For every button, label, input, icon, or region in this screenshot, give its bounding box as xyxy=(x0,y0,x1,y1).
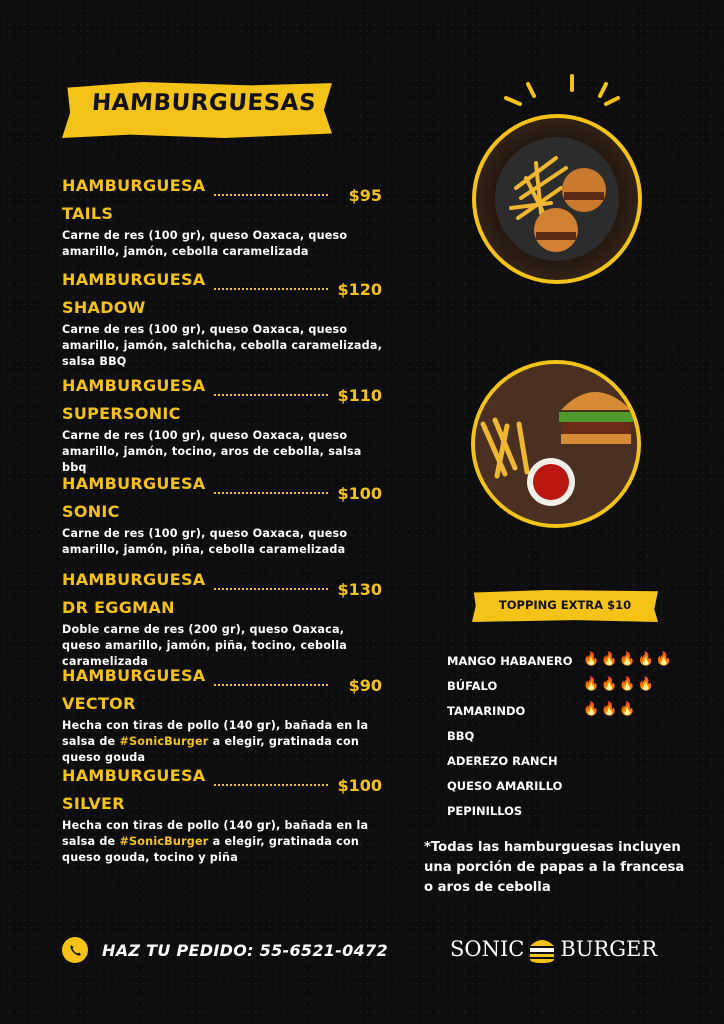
topping-name: MANGO HABANERO xyxy=(447,654,573,668)
topping-item xyxy=(447,650,687,675)
menu-list xyxy=(62,172,392,862)
leader-dots xyxy=(214,588,328,590)
topping-item xyxy=(447,700,687,725)
menu-item xyxy=(62,662,392,762)
desc-text: a elegir, gratinada con queso gouda, tocino y piña xyxy=(62,835,360,864)
hashtag: #SonicBurger xyxy=(119,835,209,848)
menu-item xyxy=(62,470,392,566)
item-name: HAMBURGUESA SUPERSONIC xyxy=(62,376,206,423)
item-description: Doble carne de res (200 gr), queso Oaxaca, queso amarillo, jamón, piña, tocino, cebolla caramelizada xyxy=(62,623,347,668)
topping-name: ADEREZO RANCH xyxy=(447,754,558,768)
flame-icon: 🔥🔥🔥🔥🔥 xyxy=(583,652,674,667)
topping-item xyxy=(447,800,687,825)
menu-item xyxy=(62,566,392,668)
brand-name-right: BURGER xyxy=(560,937,658,961)
item-name: HAMBURGUESA SILVER xyxy=(62,766,206,813)
menu-item xyxy=(62,172,392,266)
item-description: Carne de res (100 gr), queso Oaxaca, queso amarillo, jamón, piña, cebolla caramelizada xyxy=(62,527,348,556)
burger-ketchup-photo xyxy=(471,360,641,528)
leader-dots xyxy=(214,684,328,686)
leader-dots xyxy=(214,194,328,196)
topping-name: PEPINILLOS xyxy=(447,804,523,818)
leader-dots xyxy=(214,288,328,290)
item-name: HAMBURGUESA VECTOR xyxy=(62,666,206,713)
menu-item xyxy=(62,372,392,474)
topping-item xyxy=(447,775,687,800)
whatsapp-icon xyxy=(62,937,88,963)
topping-name: TAMARINDO xyxy=(447,704,526,718)
flame-icon: 🔥🔥🔥 xyxy=(583,702,638,717)
desc-text: Hecha con tiras de pollo (140 gr), bañada en la salsa de xyxy=(62,719,369,748)
item-description: Carne de res (100 gr), queso Oaxaca, queso amarillo, jamón, cebolla caramelizada xyxy=(62,229,348,258)
item-price: $95 xyxy=(348,186,382,205)
item-price: $100 xyxy=(337,776,382,795)
topping-name: BBQ xyxy=(447,729,475,743)
item-name: HAMBURGUESA SONIC xyxy=(62,474,206,521)
hashtag: #SonicBurger xyxy=(119,735,209,748)
page-title: HAMBURGUESAS xyxy=(91,90,317,116)
desc-text: a elegir, gratinada con queso gouda xyxy=(62,735,360,764)
item-description xyxy=(62,818,387,866)
topping-item xyxy=(447,750,687,775)
item-price: $130 xyxy=(337,580,382,599)
brand-logo xyxy=(450,934,657,964)
topping-title: TOPPING EXTRA $10 xyxy=(498,598,632,612)
topping-item xyxy=(447,675,687,700)
leader-dots xyxy=(214,492,328,494)
item-price: $120 xyxy=(337,280,382,299)
sparkle-rays xyxy=(502,70,622,110)
footnote: *Todas las hamburguesas incluyen una porción de papas a la francesa o aros de cebolla xyxy=(424,840,685,895)
leader-dots xyxy=(214,784,328,786)
menu-item xyxy=(62,266,392,372)
topping-name: BÚFALO xyxy=(447,679,498,693)
item-price: $100 xyxy=(337,484,382,503)
topping-name: QUESO AMARILLO xyxy=(447,779,563,793)
item-name: HAMBURGUESA DR EGGMAN xyxy=(62,570,206,617)
item-name: HAMBURGUESA TAILS xyxy=(62,176,206,223)
item-price: $90 xyxy=(348,676,382,695)
item-price: $110 xyxy=(337,386,382,405)
leader-dots xyxy=(214,394,328,396)
menu-item xyxy=(62,762,392,862)
topping-item xyxy=(447,725,687,750)
order-phone[interactable]: HAZ TU PEDIDO: 55-6521-0472 xyxy=(102,940,388,960)
item-description: Carne de res (100 gr), queso Oaxaca, queso amarillo, jamón, tocino, aros de cebolla, salsa bbq xyxy=(62,429,362,474)
brand-name-left: SONIC xyxy=(450,937,525,961)
item-description xyxy=(62,718,387,766)
desc-text: Hecha con tiras de pollo (140 gr), bañada en la salsa de xyxy=(62,819,369,848)
burger-fries-photo xyxy=(472,114,642,284)
order-contact[interactable] xyxy=(62,937,388,963)
burger-icon xyxy=(528,934,556,964)
item-description: Carne de res (100 gr), queso Oaxaca, queso amarillo, jamón, salchicha, cebolla caramelizada, salsa BBQ xyxy=(62,323,383,368)
topping-list xyxy=(447,650,687,825)
flame-icon: 🔥🔥🔥🔥 xyxy=(583,677,656,692)
item-name: HAMBURGUESA SHADOW xyxy=(62,270,206,317)
